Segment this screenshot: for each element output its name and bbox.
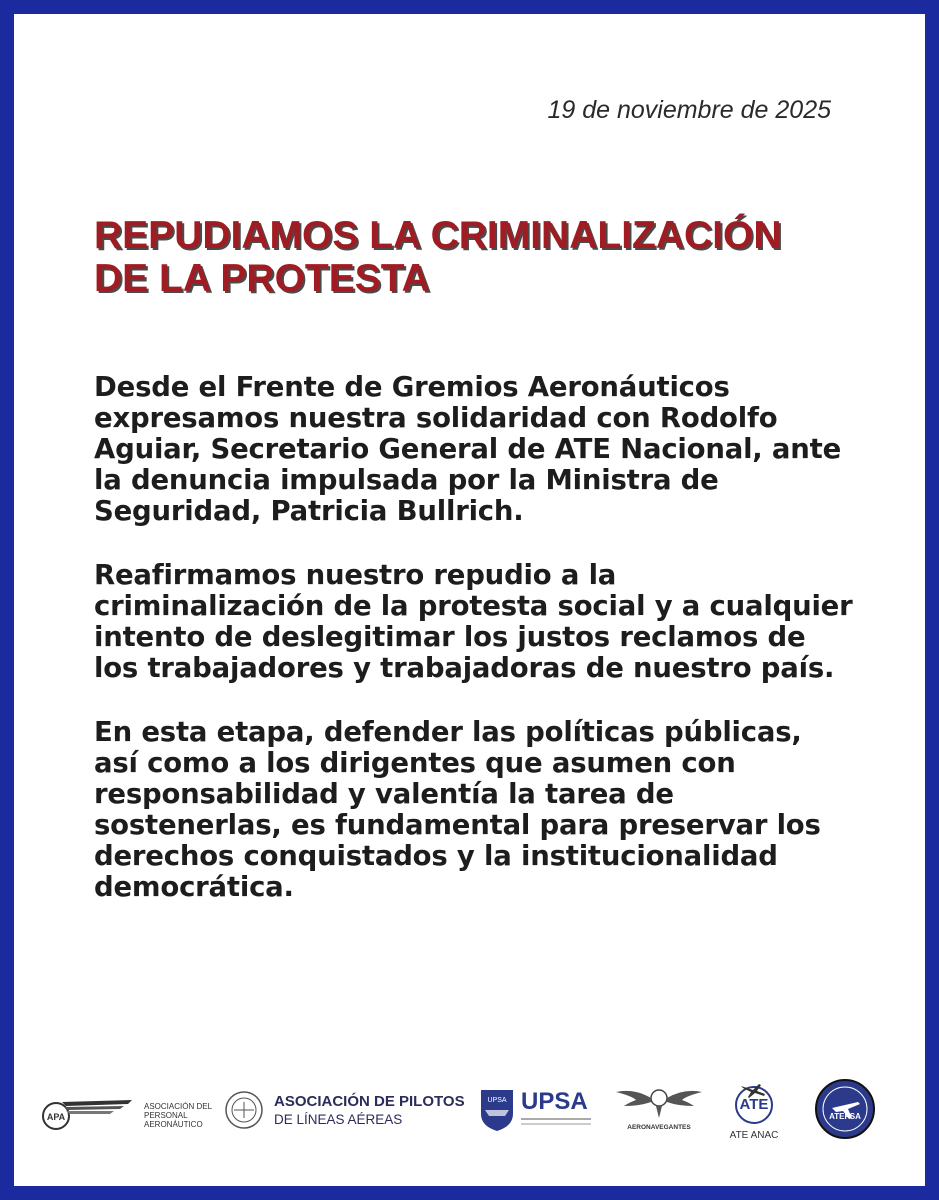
apa-name-line-2: PERSONAL	[144, 1111, 188, 1120]
statement-body	[94, 372, 854, 936]
paragraph-1: Desde el Frente de Gremios Aeronáuticos expresamos nuestra solidaridad con Rodolfo Aguiar, Secretario General de ATE Nacional, ante la denuncia impulsada por la Ministra de Seguridad, Patricia Bullrich.	[94, 371, 842, 527]
apa-name-line-3: AERONÁUTICO	[144, 1120, 203, 1129]
atepsa-logo	[814, 1078, 876, 1140]
upsa-subtitle-line	[521, 1118, 591, 1120]
paragraph-2: Reafirmamos nuestro repudio a la criminalización de la protesta social y a cualquier intento de deslegitimar los justos reclamos de los trabajadores y trabajadoras de nuestro país.	[94, 559, 853, 684]
svg-text:APA: APA	[46, 1112, 66, 1122]
ate-mark: ATE	[739, 1096, 769, 1113]
apa-wing-icon	[40, 1092, 140, 1132]
date: 19 de noviembre de 2025	[547, 96, 831, 124]
upsa-shield-icon	[479, 1088, 515, 1132]
union-logos	[14, 1072, 925, 1152]
svg-text:UPSA: UPSA	[487, 1097, 507, 1104]
apa-name-line-1: ASOCIACIÓN DEL	[144, 1102, 213, 1111]
upsa-logo	[479, 1086, 599, 1136]
ate-anac-caption: ATE ANAC	[729, 1130, 779, 1141]
apa-name	[144, 1102, 224, 1129]
aeronavegantes-logo	[614, 1082, 704, 1138]
headline-line-1: REPUDIAMOS LA CRIMINALIZACIÓN	[94, 214, 782, 257]
apla-name-line-2: DE LÍNEAS AÉREAS	[274, 1112, 403, 1127]
page-frame	[14, 14, 925, 1186]
headline	[94, 214, 854, 300]
ate-anac-logo	[724, 1080, 784, 1144]
atepsa-name: ATEPSA	[829, 1112, 861, 1121]
apla-seal-icon	[224, 1090, 264, 1130]
aeronavegantes-wings-icon	[614, 1082, 704, 1122]
aeronavegantes-name: AERONAVEGANTES	[627, 1124, 691, 1131]
headline-line-2: DE LA PROTESTA	[94, 257, 430, 300]
apla-logo	[224, 1088, 464, 1134]
upsa-name: UPSA	[521, 1088, 588, 1115]
paragraph-3: En esta etapa, defender las políticas públicas, así como a los dirigentes que asumen con responsabilidad y valentía la tarea de sostenerlas, es fundamental para preservar los derechos conquistados y la institucionalidad democrática.	[94, 716, 821, 903]
upsa-subtitle-line	[521, 1123, 591, 1125]
apla-name-line-1: ASOCIACIÓN DE PILOTOS	[274, 1093, 465, 1110]
atepsa-seal-icon	[814, 1078, 876, 1140]
apa-logo	[40, 1086, 220, 1136]
